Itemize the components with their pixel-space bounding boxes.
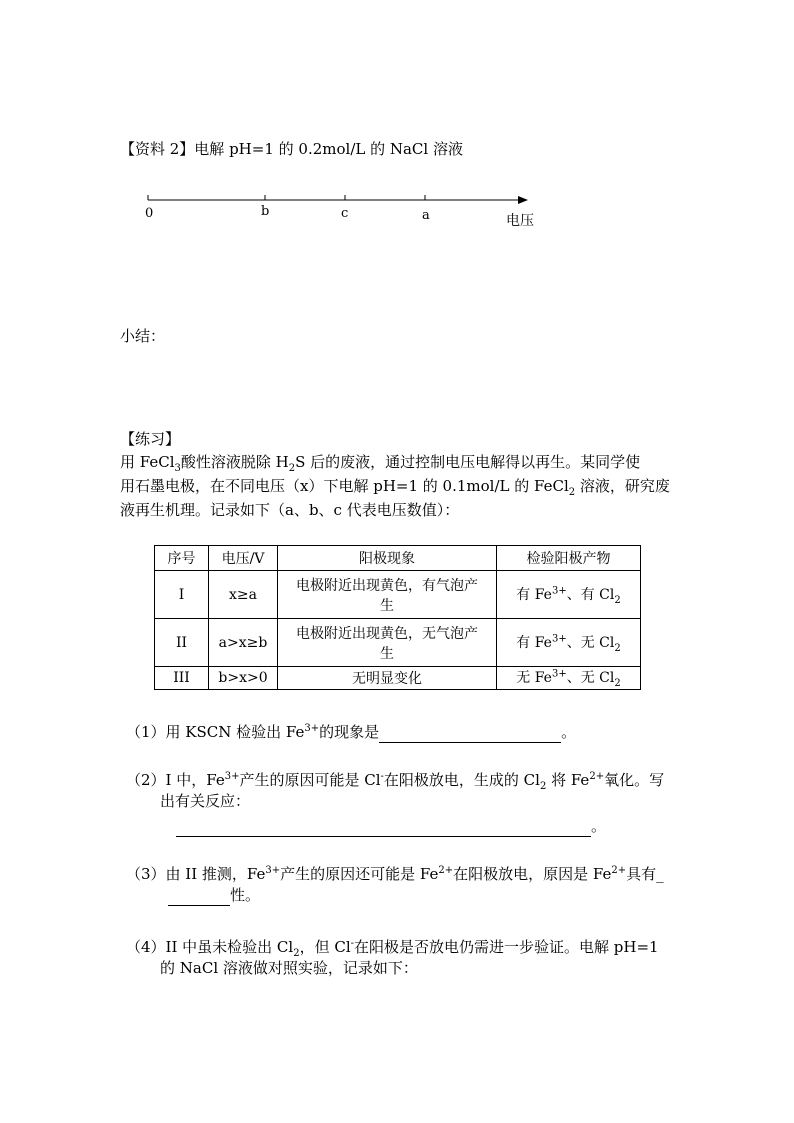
- tick-label-b: b: [261, 204, 270, 219]
- row-voltage: b>x>0: [209, 667, 278, 690]
- tick-label-a: a: [422, 208, 430, 223]
- row-phenomenon: 电极附近出现黄色，有气泡产 生: [278, 571, 497, 619]
- table-header: 电压/V: [209, 546, 278, 571]
- axis-label: 电压: [506, 213, 534, 229]
- exercise-para-line3: 液再生机理。记录如下（a、b、c 代表电压数值）：: [120, 501, 460, 519]
- row-voltage: x≥a: [209, 571, 278, 619]
- answer-blank-3[interactable]: [168, 889, 230, 906]
- question-4-line2: 的 NaCl 溶液做对照实验，记录如下：: [160, 959, 418, 977]
- table-header: 检验阳极产物: [497, 546, 641, 571]
- row-product: 有 $Fe^{3+}$、有 $Cl_2$: [497, 571, 641, 619]
- question-3-line2: 性。: [168, 884, 260, 906]
- material2-heading: 【资料 2】电解 pH=1 的 0.2mol/L 的 NaCl 溶液: [120, 140, 463, 158]
- row-product: 无 $Fe^{3+}$、无 $Cl_2$: [497, 667, 641, 690]
- table-header: 阳极现象: [278, 546, 497, 571]
- row-voltage: a>x≥b: [209, 619, 278, 667]
- exercise-para-line1: 用 FeCl$_3$酸性溶液脱除 $H_2S$ 后的废液，通过控制电压电解得以再生。某同学使: [120, 453, 641, 474]
- voltage-axis: [140, 185, 540, 215]
- row-id: II: [155, 619, 209, 667]
- question-2-answer-line: 。: [176, 815, 606, 837]
- tick-label-0: 0: [145, 206, 154, 221]
- exercise-para-line2: 用石墨电极，在不同电压（x）下电解 pH=1 的 0.1mol/L 的 FeCl$_2$ 溶液，研究废: [120, 477, 670, 498]
- answer-blank-2[interactable]: [176, 820, 591, 837]
- question-4-line1: （4）II 中虽未检验出 $Cl_2$，但 Cl-在阳极是否放电仍需进一步验证。电解 pH=1: [126, 938, 659, 959]
- row-product: 有 $Fe^{3+}$、无 $Cl_2$: [497, 619, 641, 667]
- tick-label-c: c: [341, 206, 349, 221]
- answer-blank-1[interactable]: [379, 726, 561, 743]
- table-header: 序号: [155, 546, 209, 571]
- question-2-line2: 出有关反应：: [160, 792, 251, 810]
- record-table: [154, 545, 641, 690]
- exercise-heading: 【练习】: [120, 430, 181, 448]
- table-row: [155, 667, 641, 690]
- table-header-row: [155, 546, 641, 571]
- question-2-line1: （2）I 中，$Fe^{3+}$产生的原因可能是 Cl-在阳极放电，生成的 $Cl_2$ 将 $Fe^{2+}$氧化。写: [126, 771, 665, 792]
- row-id: III: [155, 667, 209, 690]
- table-row: [155, 571, 641, 619]
- summary-label: 小结：: [120, 327, 166, 345]
- row-phenomenon: 无明显变化: [278, 667, 497, 690]
- row-phenomenon: 电极附近出现黄色，无气泡产 生: [278, 619, 497, 667]
- axis-arrow: [518, 196, 528, 204]
- row-id: I: [155, 571, 209, 619]
- question-3-line1: （3）由 II 推测，$Fe^{3+}$产生的原因还可能是 $Fe^{2+}$在阳极放电，原因是 $Fe^{2+}$具有_: [126, 865, 664, 883]
- table-row: [155, 619, 641, 667]
- question-1: （1）用 KSCN 检验出 $Fe^{3+}$的现象是 。: [126, 723, 577, 741]
